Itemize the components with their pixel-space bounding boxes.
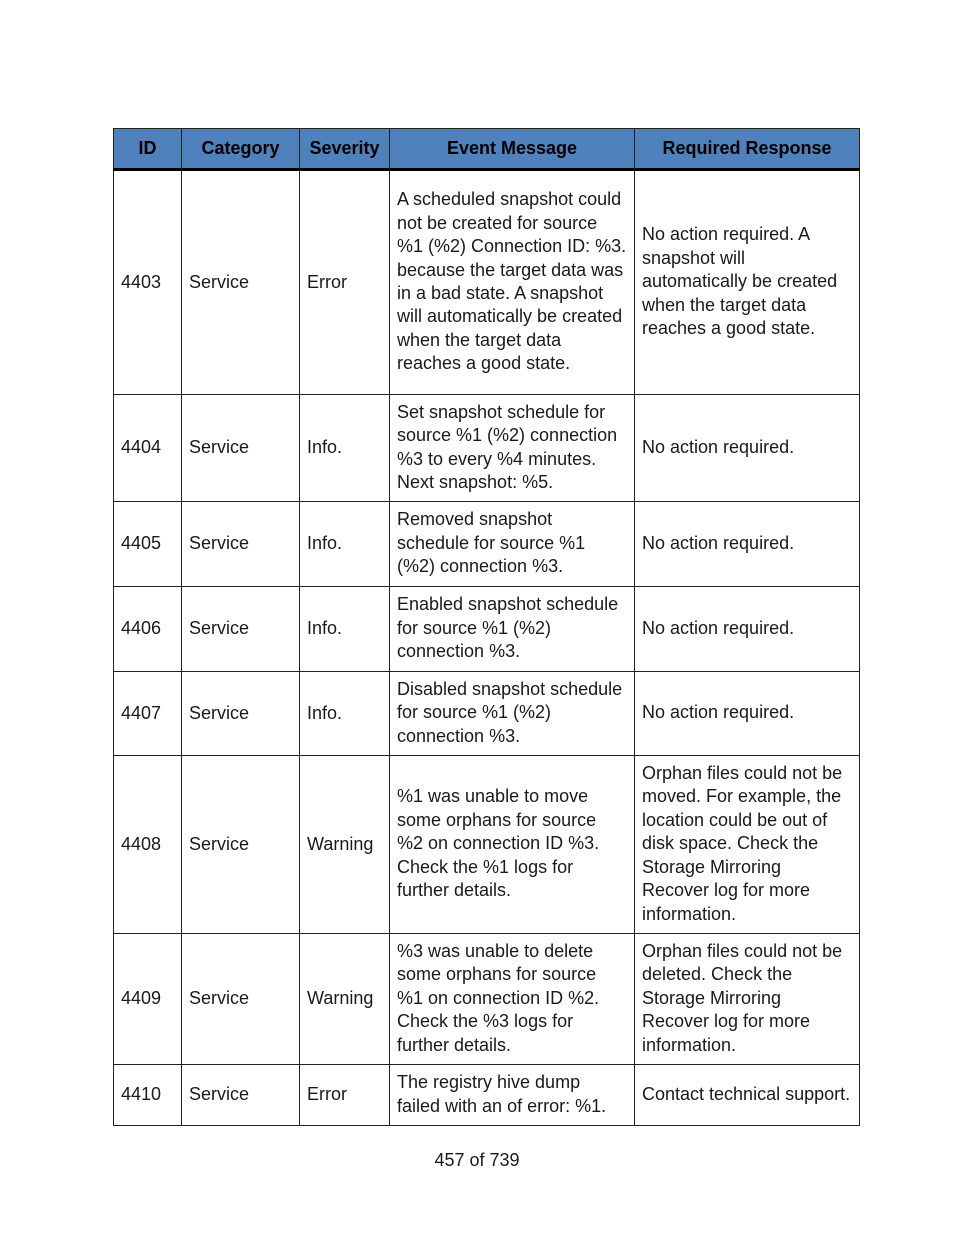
cell-severity: Warning	[300, 756, 390, 934]
cell-severity: Error	[300, 1065, 390, 1126]
table-row	[114, 502, 860, 587]
cell-category: Service	[182, 395, 300, 502]
cell-category: Service	[182, 672, 300, 756]
cell-event-message: Removed snapshot schedule for source %1 (%2) connection %3.	[390, 502, 635, 587]
header-severity: Severity	[300, 129, 390, 170]
cell-required-response: No action required.	[635, 587, 860, 672]
cell-event-message: The registry hive dump failed with an of error: %1.	[390, 1065, 635, 1126]
cell-id: 4403	[114, 170, 182, 395]
cell-category: Service	[182, 1065, 300, 1126]
header-required-response: Required Response	[635, 129, 860, 170]
cell-id: 4409	[114, 934, 182, 1065]
page-number: 457 of 739	[434, 1150, 520, 1170]
cell-required-response: No action required. A snapshot will automatically be created when the target data reaches a good state.	[635, 170, 860, 395]
cell-event-message: Set snapshot schedule for source %1 (%2) connection %3 to every %4 minutes. Next snapshot: %5.	[390, 395, 635, 502]
table-header	[114, 129, 860, 170]
cell-id: 4407	[114, 672, 182, 756]
cell-category: Service	[182, 934, 300, 1065]
cell-severity: Info.	[300, 672, 390, 756]
cell-category: Service	[182, 756, 300, 934]
cell-severity: Info.	[300, 587, 390, 672]
table-row	[114, 170, 860, 395]
cell-event-message: Disabled snapshot schedule for source %1 (%2) connection %3.	[390, 672, 635, 756]
header-row	[114, 129, 860, 170]
event-table	[113, 128, 860, 1126]
cell-id: 4406	[114, 587, 182, 672]
cell-category: Service	[182, 587, 300, 672]
cell-severity: Error	[300, 170, 390, 395]
cell-required-response: Orphan files could not be deleted. Check the Storage Mirroring Recover log for more information.	[635, 934, 860, 1065]
table-row	[114, 1065, 860, 1126]
cell-category: Service	[182, 502, 300, 587]
header-category: Category	[182, 129, 300, 170]
table-row	[114, 756, 860, 934]
cell-severity: Info.	[300, 502, 390, 587]
cell-id: 4405	[114, 502, 182, 587]
cell-event-message: A scheduled snapshot could not be created for source %1 (%2) Connection ID: %3. because the target data was in a bad state. A snapshot will automatically be created when the target data reaches a good state.	[390, 170, 635, 395]
cell-required-response: No action required.	[635, 672, 860, 756]
cell-required-response: Contact technical support.	[635, 1065, 860, 1126]
cell-id: 4408	[114, 756, 182, 934]
table-row	[114, 934, 860, 1065]
cell-severity: Warning	[300, 934, 390, 1065]
cell-id: 4404	[114, 395, 182, 502]
cell-id: 4410	[114, 1065, 182, 1126]
cell-event-message: %1 was unable to move some orphans for source %2 on connection ID %3. Check the %1 logs for further details.	[390, 756, 635, 934]
header-event-message: Event Message	[390, 129, 635, 170]
cell-event-message: %3 was unable to delete some orphans for source %1 on connection ID %2. Check the %3 logs for further details.	[390, 934, 635, 1065]
cell-required-response: Orphan files could not be moved. For example, the location could be out of disk space. Check the Storage Mirroring Recover log for more information.	[635, 756, 860, 934]
cell-severity: Info.	[300, 395, 390, 502]
cell-event-message: Enabled snapshot schedule for source %1 (%2) connection %3.	[390, 587, 635, 672]
cell-required-response: No action required.	[635, 502, 860, 587]
table-row	[114, 672, 860, 756]
header-id: ID	[114, 129, 182, 170]
table-row	[114, 395, 860, 502]
cell-category: Service	[182, 170, 300, 395]
table-body	[114, 170, 860, 1126]
cell-required-response: No action required.	[635, 395, 860, 502]
table-row	[114, 587, 860, 672]
